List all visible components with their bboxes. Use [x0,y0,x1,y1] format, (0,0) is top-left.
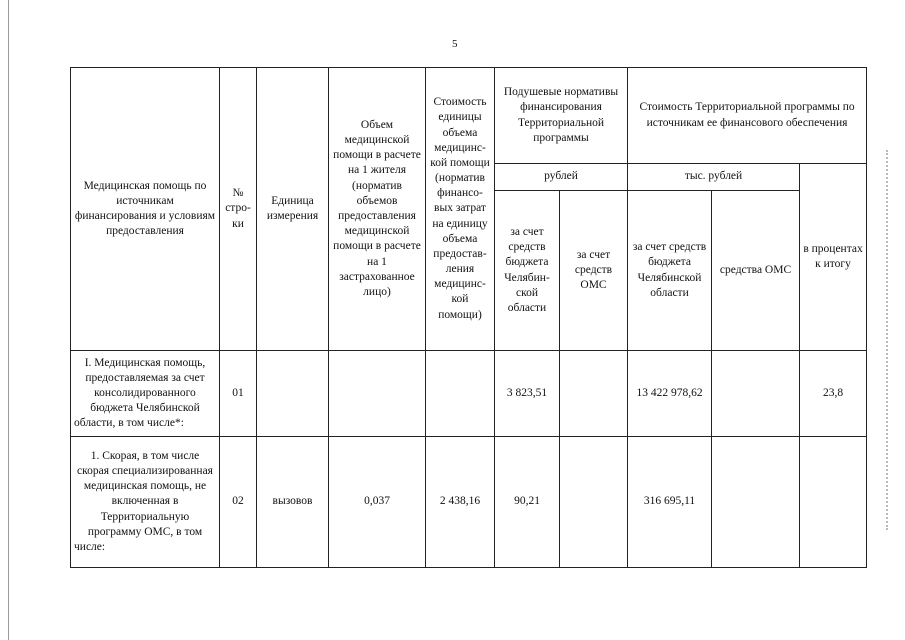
row-line-number: 01 [220,351,257,437]
header-row-1 [71,68,867,164]
header-percent-total: в процентах к итогу [800,164,867,351]
header-per-capita-oms: за счет средств ОМС [560,191,628,351]
row-unit [257,351,329,437]
page-number: 5 [452,38,458,50]
row-cost-oms [712,351,800,437]
table-row [71,351,867,437]
row-percent: 23,8 [800,351,867,437]
header-line-number: № стро-ки [220,68,257,351]
header-per-capita-budget: за счет средств бюджета Челябин-ской области [495,191,560,351]
header-per-capita-group: Подушевые нормативы финансирования Территориальной программы [495,68,628,164]
row-line-number: 02 [220,437,257,568]
row-per-capita-budget: 90,21 [495,437,560,568]
header-cost-thousand-rubles: тыс. рублей [628,164,800,191]
header-care-type: Медицинская помощь по источникам финансирования и условиям предоставления [71,68,220,351]
header-unit-cost: Стоимость единицы объема медицинс-кой помощи (норматив финансо-вых затрат на единицу объема предостав-ления медицинс-кой помощи) [426,68,495,351]
row-per-capita-budget: 3 823,51 [495,351,560,437]
row-cost-budget: 13 422 978,62 [628,351,712,437]
header-program-cost-group: Стоимость Территориальной программы по источникам ее финансового обеспечения [628,68,867,164]
header-volume: Объем медицинской помощи в расчете на 1 жителя (норматив объемов предоставления медицинской помощи в расчете на 1 застрахованное лицо) [329,68,426,351]
program-cost-table [70,67,867,568]
scan-left-edge [8,0,9,640]
header-cost-oms: средства ОМС [712,191,800,351]
row-cost-oms [712,437,800,568]
header-unit: Единица измерения [257,68,329,351]
table-row [71,437,867,568]
header-per-capita-rubles: рублей [495,164,628,191]
row-volume [329,351,426,437]
row-care-type: I. Медицинская помощь, предоставляемая за счет консолидированного бюджета Челябинской области, в том числе*: [71,351,220,437]
header-cost-budget: за счет средств бюджета Челябинской области [628,191,712,351]
row-unit-cost: 2 438,16 [426,437,495,568]
row-cost-budget: 316 695,11 [628,437,712,568]
row-volume: 0,037 [329,437,426,568]
row-per-capita-oms [560,351,628,437]
scan-right-edge-marks [886,150,890,530]
row-unit: вызовов [257,437,329,568]
row-percent [800,437,867,568]
row-unit-cost [426,351,495,437]
row-care-type: 1. Скорая, в том числе скорая специализированная медицинская помощь, не включенная в Территориальную программу ОМС, в том числе: [71,437,220,568]
row-per-capita-oms [560,437,628,568]
